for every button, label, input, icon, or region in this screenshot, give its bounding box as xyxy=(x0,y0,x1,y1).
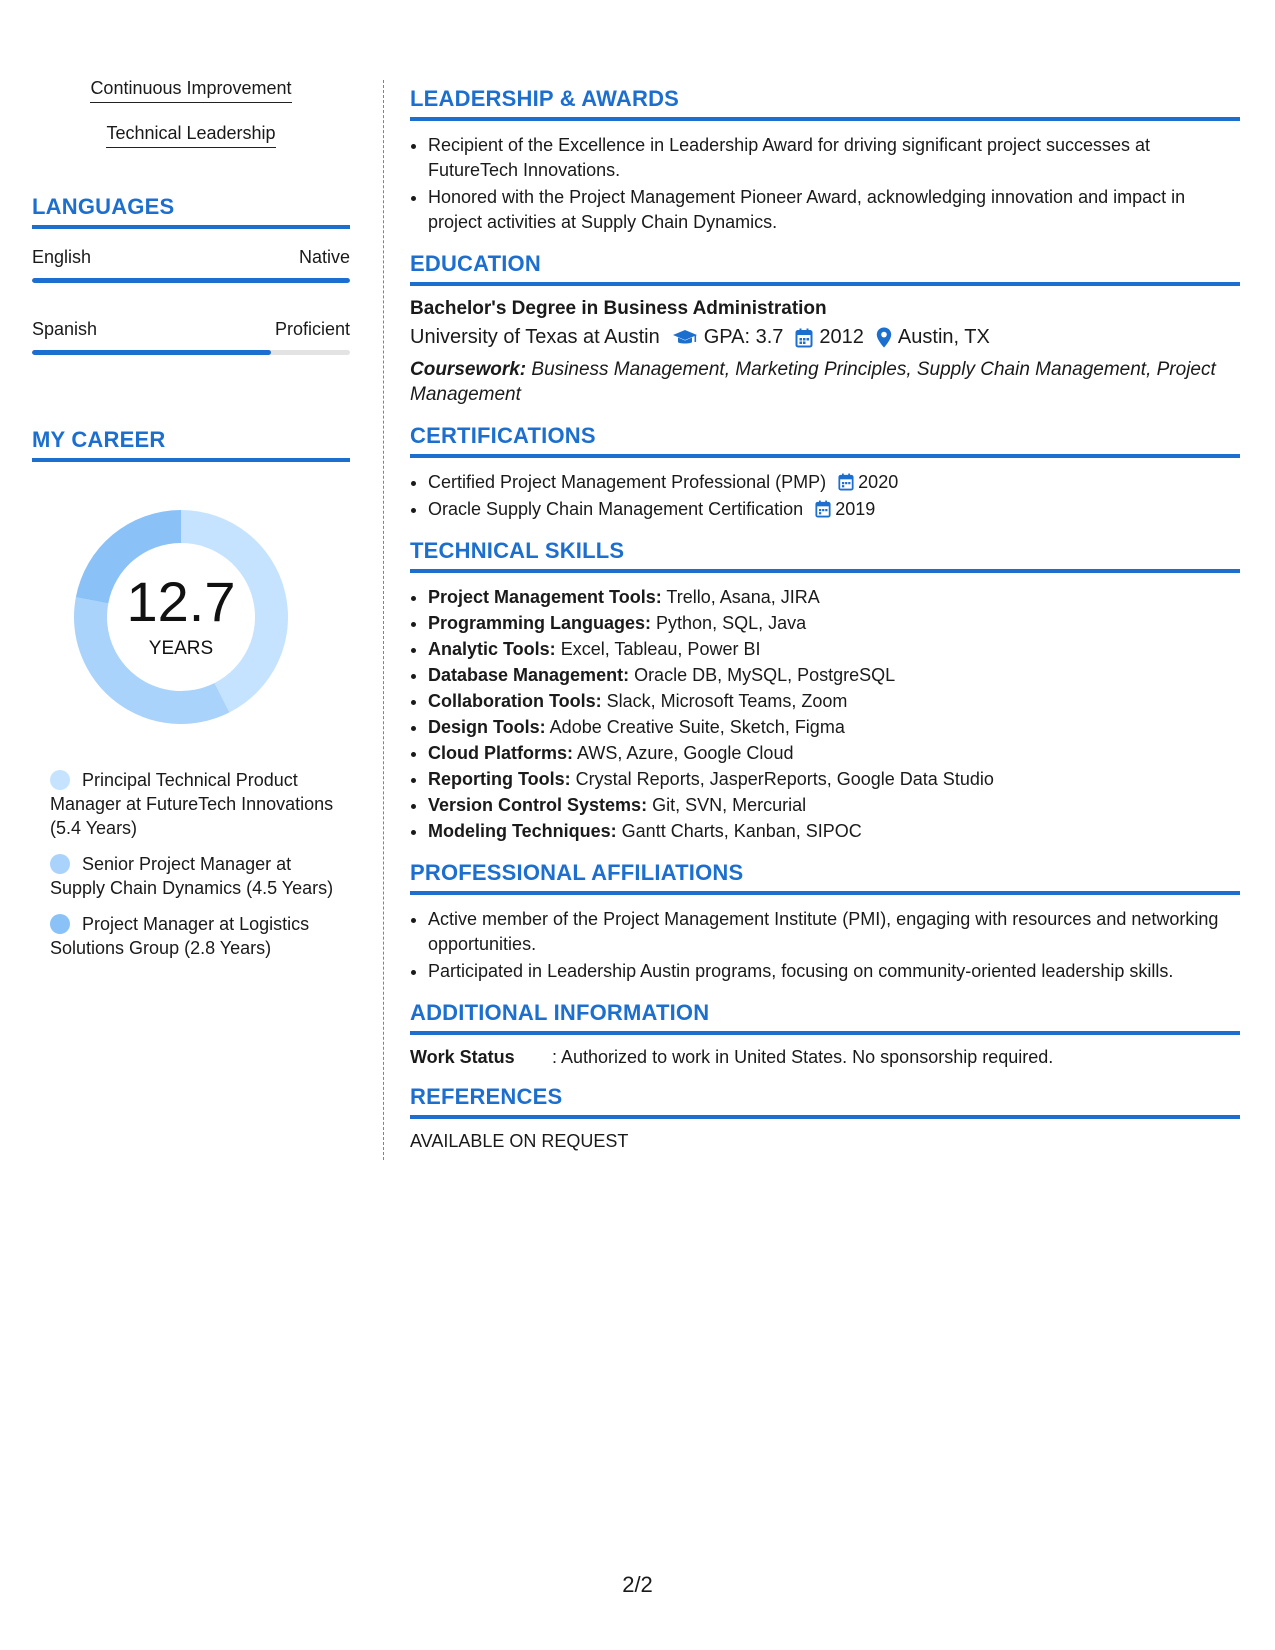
career-legend-item: Project Manager at Logistics Solutions Group (2.8 Years) xyxy=(50,914,310,958)
column-divider xyxy=(383,80,384,1160)
leadership-heading: LEADERSHIP & AWARDS xyxy=(410,86,1240,121)
skill-tag: Continuous Improvement xyxy=(32,78,350,103)
list-item: • Cloud Platforms: AWS, Azure, Google Cloud xyxy=(428,741,1240,766)
list-item: • Project Management Tools: Trello, Asana, JIRA xyxy=(428,585,1240,610)
work-status-value: : Authorized to work in United States. No sponsorship required. xyxy=(552,1047,1054,1067)
list-item: • Reporting Tools: Crystal Reports, JasperReports, Google Data Studio xyxy=(428,767,1240,792)
school-name: University of Texas at Austin xyxy=(410,326,660,348)
list-item: • Active member of the Project Management Institute (PMI), engaging with resources and networking opportunities. xyxy=(428,907,1240,957)
career-heading: MY CAREER xyxy=(32,427,350,462)
school-location: Austin, TX xyxy=(897,326,990,348)
list-item: • Participated in Leadership Austin programs, focusing on community-oriented leadership skills. xyxy=(428,959,1240,984)
career-total: 12.7 xyxy=(126,570,236,633)
language-bar xyxy=(32,350,350,355)
affiliations-heading: PROFESSIONAL AFFILIATIONS xyxy=(410,860,1240,895)
location-pin-icon xyxy=(876,327,892,348)
additional-info-section xyxy=(410,1000,1240,1068)
language-bar xyxy=(32,278,350,283)
language-name: English xyxy=(32,247,92,267)
list-item: • Database Management: Oracle DB, MySQL, PostgreSQL xyxy=(428,663,1240,688)
degree-title: Bachelor's Degree in Business Administration xyxy=(410,298,827,319)
list-item: • Modeling Techniques: Gantt Charts, Kanban, SIPOC xyxy=(428,819,1240,844)
main-content xyxy=(410,86,1240,1168)
list-item: • Design Tools: Adobe Creative Suite, Sketch, Figma xyxy=(428,715,1240,740)
list-item: • Honored with the Project Management Pioneer Award, acknowledging innovation and impact in project activities at Supply Chain Dynamics. xyxy=(428,185,1240,235)
coursework: Coursework: Business Management, Marketing Principles, Supply Chain Management, Project Management xyxy=(410,359,1216,405)
languages-heading: LANGUAGES xyxy=(32,194,350,229)
technical-skills-heading: TECHNICAL SKILLS xyxy=(410,538,1240,573)
language-item xyxy=(32,247,350,283)
references-section xyxy=(410,1084,1240,1152)
language-item xyxy=(32,319,350,355)
calendar-icon xyxy=(795,328,813,348)
work-status-label: Work Status xyxy=(410,1047,515,1067)
education-section xyxy=(410,251,1240,407)
legend-dot-icon xyxy=(50,914,70,934)
list-item: • Recipient of the Excellence in Leadership Award for driving significant project successes at FutureTech Innovations. xyxy=(428,133,1240,183)
technical-skills-section xyxy=(410,538,1240,844)
cert-year: 2019 xyxy=(835,499,876,519)
language-level: Proficient xyxy=(274,319,350,339)
list-item: • Version Control Systems: Git, SVN, Mercurial xyxy=(428,793,1240,818)
calendar-icon xyxy=(838,473,854,491)
list-item: • Certified Project Management Professional (PMP) 2020 xyxy=(428,470,1240,495)
affiliations-section xyxy=(410,860,1240,984)
career-legend xyxy=(50,768,350,960)
career-donut-chart xyxy=(66,502,296,732)
education-heading: EDUCATION xyxy=(410,251,1240,286)
additional-info-heading: ADDITIONAL INFORMATION xyxy=(410,1000,1240,1035)
list-item: • Collaboration Tools: Slack, Microsoft Teams, Zoom xyxy=(428,689,1240,714)
language-name: Spanish xyxy=(32,319,98,339)
skill-tag: Technical Leadership xyxy=(32,123,350,148)
list-item: • Analytic Tools: Excel, Tableau, Power BI xyxy=(428,637,1240,662)
certifications-heading: CERTIFICATIONS xyxy=(410,423,1240,458)
page-number: 2/2 xyxy=(622,1572,653,1597)
graduation-cap-icon xyxy=(672,329,698,347)
sidebar xyxy=(32,78,350,972)
language-bar-fill xyxy=(32,278,350,283)
career-legend-item: Principal Technical Product Manager at FutureTech Innovations (5.4 Years) xyxy=(50,770,334,838)
career-legend-item: Senior Project Manager at Supply Chain Dynamics (4.5 Years) xyxy=(50,854,334,898)
career-unit: YEARS xyxy=(148,638,214,659)
language-level: Native xyxy=(298,247,350,267)
language-bar-fill xyxy=(32,350,271,355)
certifications-section xyxy=(410,423,1240,522)
legend-dot-icon xyxy=(50,770,70,790)
leadership-section xyxy=(410,86,1240,235)
cert-year: 2020 xyxy=(858,472,899,492)
calendar-icon xyxy=(815,500,831,518)
references-heading: REFERENCES xyxy=(410,1084,1240,1119)
legend-dot-icon xyxy=(50,854,70,874)
gpa: GPA: 3.7 xyxy=(703,326,784,348)
graduation-year: 2012 xyxy=(819,326,864,348)
references-text: AVAILABLE ON REQUEST xyxy=(410,1131,629,1151)
list-item: • Programming Languages: Python, SQL, Java xyxy=(428,611,1240,636)
list-item: • Oracle Supply Chain Management Certification 2019 xyxy=(428,497,1240,522)
